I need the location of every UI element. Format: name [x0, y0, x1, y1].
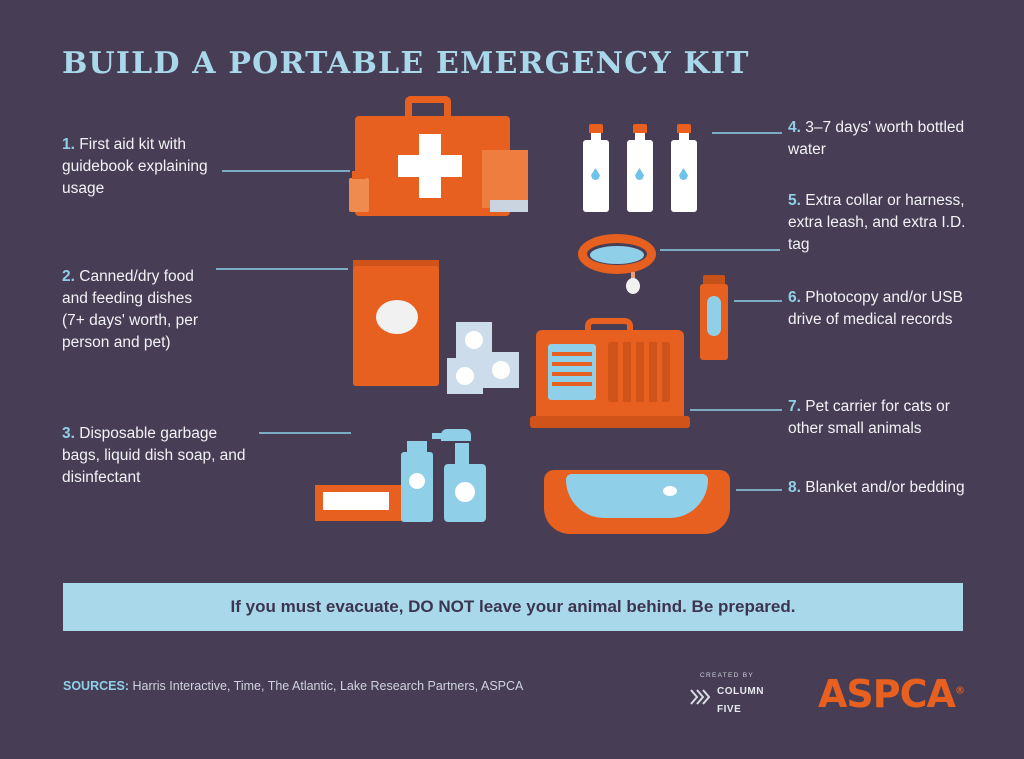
leader-line-5 — [660, 249, 780, 251]
bottle-neck-icon — [635, 133, 645, 143]
created-by-credit — [672, 672, 782, 715]
usb-window-icon — [707, 296, 721, 336]
food-can-label-icon — [456, 367, 474, 385]
carrier-slat-icon — [552, 382, 592, 386]
medicine-bottle-cap-icon — [352, 171, 366, 179]
carrier-slat-icon — [552, 352, 592, 356]
callout-text-5: Extra collar or harness, extra leash, and extra I.D. tag — [788, 192, 966, 253]
disinfectant-label-icon — [455, 482, 475, 502]
callout-number-8: 8. — [788, 479, 801, 496]
callout-text-4: 3–7 days' worth bottled water — [788, 119, 965, 158]
callout-number-5: 5. — [788, 192, 801, 209]
soap-bottle-label-icon — [409, 473, 425, 489]
column-five-name — [717, 681, 764, 717]
spray-trigger-icon — [441, 429, 471, 441]
callout-text-3: Disposable garbage bags, liquid dish soap, and disinfectant — [62, 425, 246, 486]
banner-text: If you must evacuate, DO NOT leave your animal behind. Be prepared. — [230, 597, 796, 616]
callout-number-1: 1. — [62, 136, 75, 153]
callout-item-4 — [788, 117, 968, 161]
callout-text-8: Blanket and/or bedding — [805, 479, 965, 496]
created-by-label: CREATED BY — [699, 672, 755, 679]
trademark-symbol: ® — [954, 685, 964, 697]
column-five-name-line2: FIVE — [717, 704, 742, 715]
callout-number-2: 2. — [62, 268, 75, 285]
leader-line-8 — [736, 489, 782, 491]
callout-number-7: 7. — [788, 398, 801, 415]
collar-inner-icon — [590, 246, 644, 264]
garbage-bag-box-label-icon — [323, 492, 389, 510]
column-five-mark-icon — [690, 688, 712, 711]
page-title: BUILD A PORTABLE EMERGENCY KIT — [62, 46, 750, 81]
leader-line-7 — [690, 409, 782, 411]
aspca-logo-text: ASPCA — [818, 672, 955, 716]
leader-line-3 — [259, 432, 351, 434]
callout-text-7: Pet carrier for cats or other small animals — [788, 398, 950, 437]
carrier-bar-icon — [657, 342, 662, 402]
callout-item-5 — [788, 190, 973, 256]
callout-item-6 — [788, 287, 973, 331]
sources-label: SOURCES: — [63, 679, 129, 693]
column-five-logo — [672, 681, 782, 717]
food-can-label-icon — [492, 361, 510, 379]
bottle-neck-icon — [679, 133, 689, 143]
bottle-cap-icon — [677, 124, 691, 133]
carrier-bar-icon — [631, 342, 636, 402]
callout-item-8 — [788, 477, 968, 499]
carrier-bar-icon — [644, 342, 649, 402]
carrier-bar-icon — [618, 342, 623, 402]
carrier-slat-icon — [552, 362, 592, 366]
callout-text-2: Canned/dry food and feeding dishes (7+ days' worth, per person and pet) — [62, 268, 199, 351]
supply-box-label-icon — [490, 200, 528, 212]
evacuation-banner — [63, 583, 963, 631]
id-tag-icon — [626, 278, 640, 294]
callout-item-2 — [62, 266, 214, 354]
bottle-cap-icon — [589, 124, 603, 133]
carrier-slat-icon — [552, 372, 592, 376]
medical-cross-icon — [398, 155, 462, 177]
bed-blanket-icon — [566, 474, 708, 518]
bed-highlight-icon — [663, 486, 677, 496]
kit-handle-icon — [405, 96, 451, 118]
callout-number-6: 6. — [788, 289, 801, 306]
leader-line-6 — [734, 300, 782, 302]
medicine-bottle-icon — [349, 178, 369, 212]
callout-number-4: 4. — [788, 119, 801, 136]
aspca-logo — [818, 672, 964, 716]
callout-item-7 — [788, 396, 974, 440]
callout-item-3 — [62, 423, 258, 489]
bottle-cap-icon — [633, 124, 647, 133]
callout-number-3: 3. — [62, 425, 75, 442]
leader-line-2 — [216, 268, 348, 270]
callout-text-6: Photocopy and/or USB drive of medical records — [788, 289, 963, 328]
food-bag-label-icon — [376, 300, 418, 334]
food-can-label-icon — [465, 331, 483, 349]
bottle-neck-icon — [591, 133, 601, 143]
sources-text: Harris Interactive, Time, The Atlantic, Lake Research Partners, ASPCA — [132, 679, 524, 693]
callout-text-1: First aid kit with guidebook explaining usage — [62, 136, 208, 197]
leader-line-4 — [712, 132, 782, 134]
leader-line-1 — [222, 170, 350, 172]
callout-item-1 — [62, 134, 212, 200]
sources-line — [63, 679, 523, 693]
column-five-name-line1: COLUMN — [717, 686, 764, 697]
carrier-base-icon — [530, 416, 690, 428]
